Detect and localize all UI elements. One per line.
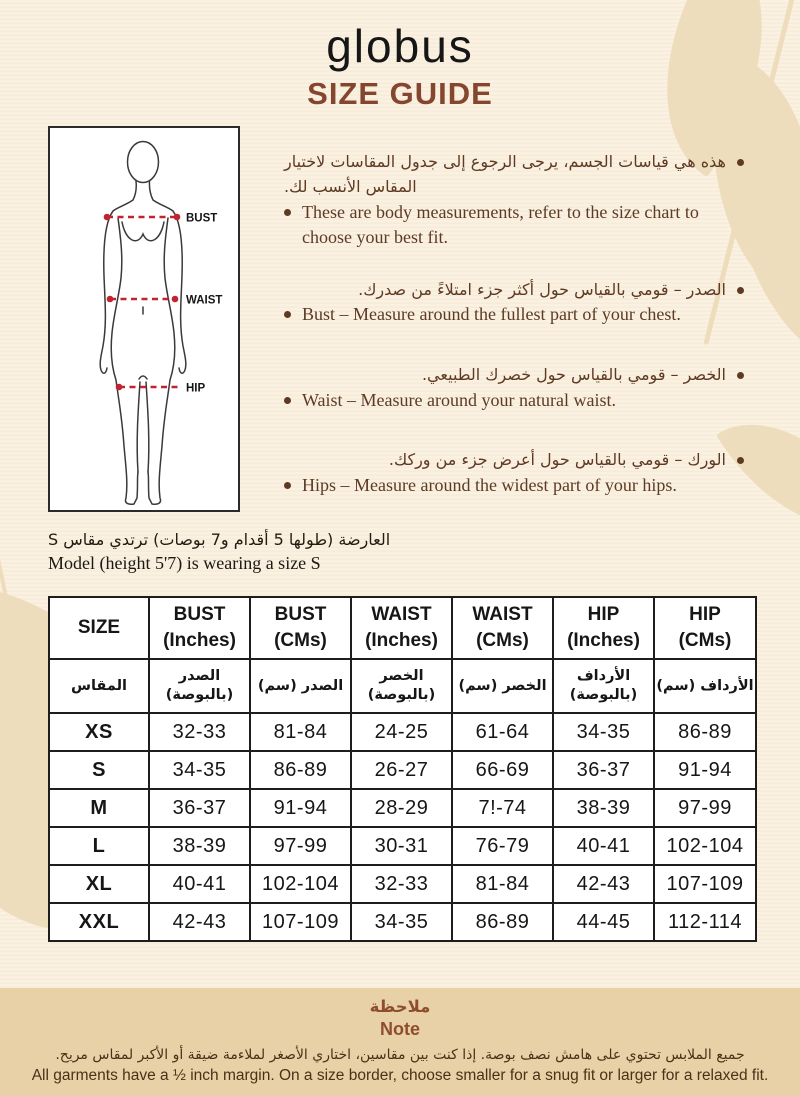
measurement-cell: 42-43 [149,903,250,941]
instruction-arabic [284,448,744,473]
table-header-row-english [49,597,756,659]
bullet-icon [284,397,291,404]
measurement-cell: 34-35 [553,713,654,751]
note-heading-arabic: ملاحظة [369,997,431,1016]
waist-measure-line [107,295,223,307]
measurement-cell: 34-35 [351,903,452,941]
measurement-cell: 40-41 [553,827,654,865]
note-footer [0,988,800,1096]
instruction-english [284,302,744,328]
note-heading-english: Note [380,1019,420,1039]
measurement-cell: 91-94 [654,751,756,789]
hip-measure-line [116,383,206,395]
measurement-instructions [284,150,744,526]
size-cell: L [49,827,149,865]
size-row-xs [49,713,756,751]
instruction-group-hips [284,448,744,498]
measurement-cell: 44-45 [553,903,654,941]
header-cell-arabic: الخصر (سم) [452,659,553,713]
measurement-cell: 28-29 [351,789,452,827]
measurement-cell: 26-27 [351,751,452,789]
measurement-cell: 40-41 [149,865,250,903]
measurement-cell: 34-35 [149,751,250,789]
measurement-cell: 86-89 [654,713,756,751]
bullet-icon [284,482,291,489]
bullet-icon [737,159,744,166]
measurement-cell: 81-84 [250,713,351,751]
size-cell: M [49,789,149,827]
model-note-arabic: العارضة (طولها 5 أقدام و7 بوصات) ترتدي مقاس S [48,530,391,549]
header-cell: SIZE [49,597,149,659]
instruction-english-text: Bust – Measure around the fullest part of your chest. [302,304,681,325]
bullet-icon [284,311,291,318]
brand-logo: globus [326,20,474,72]
size-row-m [49,789,756,827]
measurement-cell: 107-109 [654,865,756,903]
header-cell: WAIST (CMs) [452,597,553,659]
measurement-cell: 112-114 [654,903,756,941]
bust-measure-line [104,213,218,225]
measurement-cell: 97-99 [250,827,351,865]
bullet-icon [284,209,291,216]
size-cell: XXL [49,903,149,941]
instruction-english-text: Hips – Measure around the widest part of your hips. [302,475,677,496]
measurement-cell: 102-104 [250,865,351,903]
measurement-cell: 61-64 [452,713,553,751]
bullet-icon [737,457,744,464]
measurement-cell: 86-89 [250,751,351,789]
measurement-cell: 30-31 [351,827,452,865]
instruction-group-waist [284,363,744,413]
header-cell-arabic: الصدر (بالبوصة) [149,659,250,713]
instruction-english-text: These are body measurements, refer to the size chart to choose your best fit. [302,201,699,248]
size-cell: S [49,751,149,789]
measurement-cell: 91-94 [250,789,351,827]
instruction-english [284,473,744,499]
instruction-arabic-text: الصدر – قومي بالقياس حول أكثر جزء امتلاءً من صدرك. [358,279,726,299]
header-cell-arabic: الصدر (سم) [250,659,351,713]
size-cell: XS [49,713,149,751]
measurement-cell: 36-37 [553,751,654,789]
body-measurement-diagram [48,126,240,512]
header-cell-arabic: الأرداف (سم) [654,659,756,713]
instruction-arabic [284,363,744,388]
measurement-cell: 66-69 [452,751,553,789]
measurement-cell: 38-39 [553,789,654,827]
bullet-icon [737,287,744,294]
instruction-arabic-text: هذه هي قياسات الجسم، يرجى الرجوع إلى جدول المقاسات لاختيار المقاس الأنسب لك. [283,152,726,196]
size-row-xxl [49,903,756,941]
header-cell: WAIST (Inches) [351,597,452,659]
waist-label: WAIST [186,294,223,307]
measurement-cell: 86-89 [452,903,553,941]
table-header-row-arabic [49,659,756,713]
instruction-english-text: Waist – Measure around your natural waist. [302,389,616,410]
measurement-cell: 81-84 [452,865,553,903]
instruction-arabic-text: الخصر – قومي بالقياس حول خصرك الطبيعي. [421,365,726,385]
instruction-english [284,200,744,251]
measurement-cell: 102-104 [654,827,756,865]
size-row-l [49,827,756,865]
measurement-cell: 24-25 [351,713,452,751]
header-cell-arabic: الأرداف (بالبوصة) [553,659,654,713]
model-size-note [48,530,390,574]
instruction-arabic-text: الورك – قومي بالقياس حول أعرض جزء من وركك. [388,450,726,470]
size-chart-table [48,596,757,942]
header-cell-arabic: المقاس [49,659,149,713]
measurement-cell: 42-43 [553,865,654,903]
measurement-cell: 107-109 [250,903,351,941]
measurement-cell: 32-33 [351,865,452,903]
header-cell: BUST (Inches) [149,597,250,659]
size-row-s [49,751,756,789]
bust-label: BUST [186,212,218,225]
instruction-arabic [284,150,744,200]
mannequin-figure-icon [50,128,238,510]
model-note-english: Model (height 5'7) is wearing a size S [48,553,321,573]
instruction-english [284,388,744,414]
header-cell: HIP (Inches) [553,597,654,659]
header-cell: BUST (CMs) [250,597,351,659]
measurement-cell: 7!-74 [452,789,553,827]
size-cell: XL [49,865,149,903]
bullet-icon [737,372,744,379]
size-row-xl [49,865,756,903]
instruction-arabic [284,278,744,303]
page-title: SIZE GUIDE [307,76,493,111]
measurement-cell: 76-79 [452,827,553,865]
header-cell: HIP (CMs) [654,597,756,659]
hip-label: HIP [186,382,206,395]
measurement-cell: 36-37 [149,789,250,827]
measurement-cell: 97-99 [654,789,756,827]
measurement-cell: 32-33 [149,713,250,751]
note-body-arabic: جميع الملابس تحتوي على هامش نصف بوصة. إذا كنت بين مقاسين، اختاري الأصغر لملاءمة ضيقة أو الأكبر لمقاس مريح. [55,1047,745,1063]
instruction-group-bust [284,278,744,328]
note-body-english: All garments have a ½ inch margin. On a size border, choose smaller for a snug fit or larger for a relaxed fit. [31,1067,769,1084]
instruction-group-general [284,150,744,251]
header-cell-arabic: الخصر (بالبوصة) [351,659,452,713]
measurement-cell: 38-39 [149,827,250,865]
